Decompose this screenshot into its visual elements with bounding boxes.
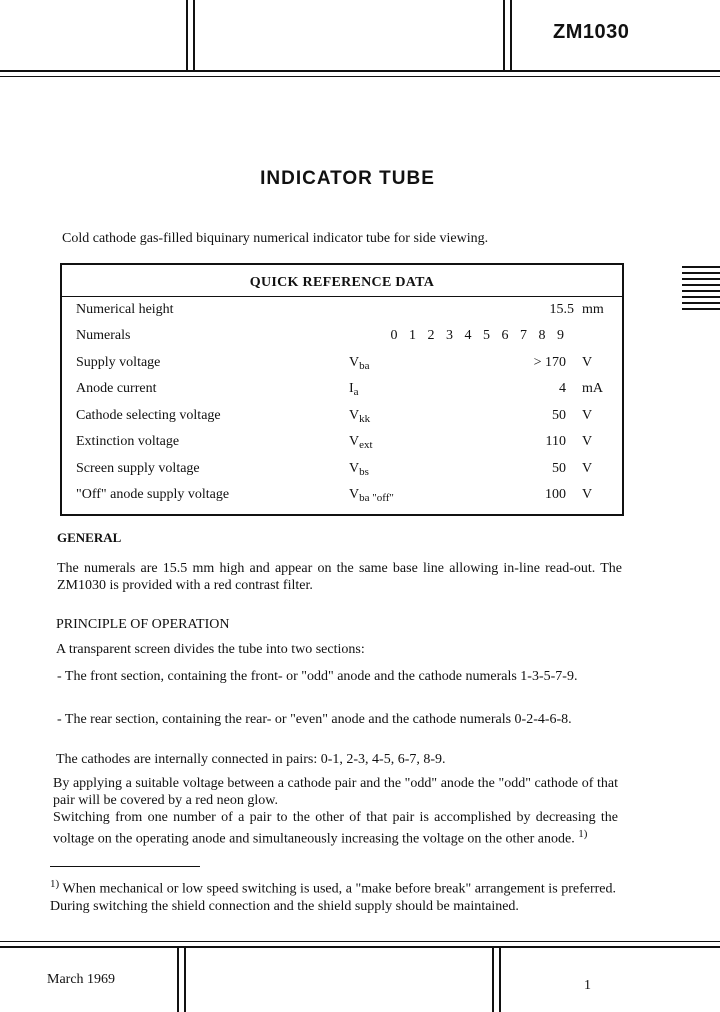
ref-row-extinction-voltage	[62, 434, 622, 456]
ref-name: Extinction voltage	[76, 434, 180, 449]
ref-value: 50	[552, 408, 566, 423]
principle-intro: A transparent screen divides the tube into two sections:	[56, 642, 365, 657]
header-line-h1	[0, 70, 720, 72]
ref-unit: V	[582, 461, 593, 476]
page-number: 1	[584, 978, 591, 993]
ref-unit: mA	[582, 381, 603, 396]
ref-name: "Off" anode supply voltage	[76, 487, 230, 502]
general-heading: GENERAL	[57, 530, 122, 545]
principle-switching: Switching from one number of a pair to the other of that pair is accomplished by decreasing the voltage on the operating anode and simultaneously increasing the voltage on the other anode. $^{1)}$	[53, 810, 618, 847]
header-line-v1	[186, 0, 188, 70]
ref-row-screen-supply-voltage	[62, 461, 622, 483]
footnote-marker: 1)	[50, 878, 60, 890]
ref-name: Anode current	[76, 381, 157, 396]
ref-unit: V	[582, 408, 593, 423]
ref-symbol: $V_{ba}$	[349, 355, 370, 372]
principle-pairs: The cathodes are internally connected in pairs: 0-1, 2-3, 4-5, 6-7, 8-9.	[56, 752, 446, 767]
ref-name: Supply voltage	[76, 355, 161, 370]
ref-symbol: $I_a$	[349, 381, 359, 398]
header-line-h2	[0, 76, 720, 77]
ref-unit: V	[582, 487, 593, 502]
footnote-reference: 1)	[578, 828, 588, 840]
footer-line-v4	[499, 948, 501, 1012]
ref-symbol: $V_{ext}$	[349, 434, 373, 451]
principle-heading: PRINCIPLE OF OPERATION	[56, 617, 230, 632]
ref-row-supply-voltage	[62, 355, 622, 377]
ref-name: Cathode selecting voltage	[76, 408, 221, 423]
ref-value: 50	[552, 461, 566, 476]
footer-line-h2	[0, 946, 720, 948]
ref-name: Numerical height	[76, 302, 174, 317]
principle-bullet-front: - The front section, containing the front- or "odd" anode and the cathode numerals 1-3-5-7-9.	[57, 669, 578, 684]
footnote: $^{1)}$ When mechanical or low speed switching is used, a "make before break" arrangement is preferred. During switching the shield connection and the shield supply should be maintained.	[50, 878, 616, 914]
intro-text: Cold cathode gas-filled biquinary numerical indicator tube for side viewing.	[62, 231, 489, 246]
ref-symbol: $V_{bs}$	[349, 461, 369, 478]
page-title: INDICATOR TUBE	[260, 168, 435, 189]
header-line-v4	[510, 0, 512, 70]
footer-line-v3	[492, 948, 494, 1012]
principle-bullet-rear: - The rear section, containing the rear- or "even" anode and the cathode numerals 0-2-4-6-8.	[57, 712, 572, 727]
ref-row-numerical-height	[62, 302, 622, 324]
header-line-v2	[193, 0, 195, 70]
general-text: The numerals are 15.5 mm high and appear on the same base line allowing in-line read-out. The ZM1030 is provided with a red contrast filter.	[57, 561, 622, 593]
ref-value: 110	[545, 434, 566, 449]
index-tab-marker	[682, 266, 720, 314]
ref-row-numerals	[62, 328, 622, 350]
ref-value: 100	[545, 487, 566, 502]
ref-unit: mm	[582, 302, 604, 317]
ref-value: > 170	[533, 355, 566, 370]
quick-reference-title: QUICK REFERENCE DATA	[249, 275, 435, 290]
footer-line-v2	[184, 948, 186, 1012]
part-number: ZM1030	[553, 21, 630, 43]
principle-odd-cathode: By applying a suitable voltage between a cathode pair and the "odd" anode the "odd" cathode of that pair will be covered by a red neon glow.	[53, 776, 618, 808]
footer-line-h1	[0, 941, 720, 942]
footnote-rule	[50, 866, 200, 867]
ref-symbol: $V_{kk}$	[349, 408, 371, 425]
quick-reference-box	[60, 263, 624, 516]
header-line-v3	[503, 0, 505, 70]
ref-value: 15.5	[549, 302, 574, 317]
footer-line-v1	[177, 948, 179, 1012]
ref-unit: V	[582, 434, 593, 449]
ref-value: 4	[559, 381, 566, 396]
ref-value: 0 1 2 3 4 5 6 7 8 9	[390, 328, 568, 343]
ref-name: Numerals	[76, 328, 131, 343]
ref-row-cathode-selecting-voltage	[62, 408, 622, 430]
ref-unit: V	[582, 355, 593, 370]
ref-row-anode-current	[62, 381, 622, 403]
ref-name: Screen supply voltage	[76, 461, 200, 476]
footer-date: March 1969	[47, 972, 116, 987]
ref-symbol: $V_{ba "off"}$	[349, 487, 394, 504]
ref-row-off-anode-supply-voltage	[62, 487, 622, 509]
quick-reference-divider	[62, 296, 622, 297]
